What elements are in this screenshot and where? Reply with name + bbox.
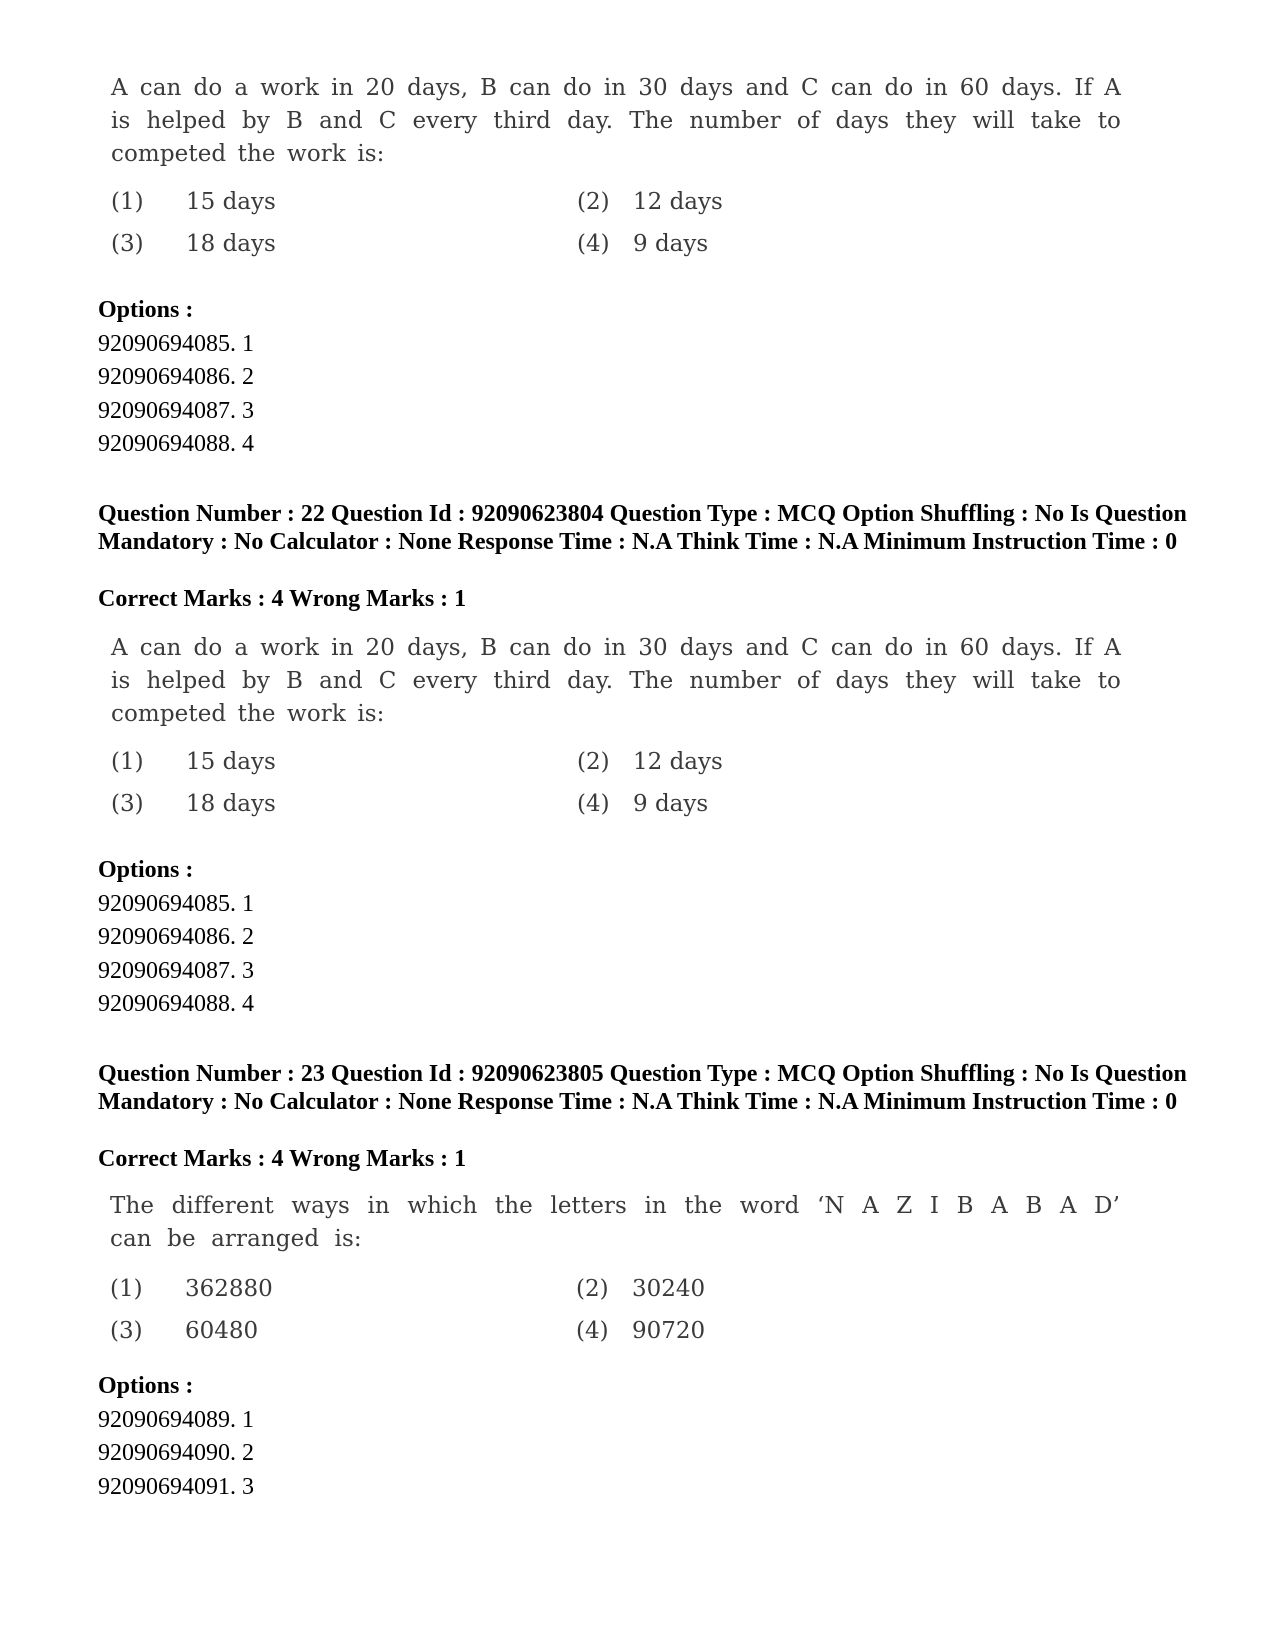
option-id: 92090694090. 2 bbox=[98, 1440, 254, 1466]
choice-number: (3) bbox=[111, 231, 144, 257]
marks-line: Correct Marks : 4 Wrong Marks : 1 bbox=[98, 586, 467, 612]
choice-number: (1) bbox=[111, 749, 144, 775]
choice-value: 90720 bbox=[632, 1318, 706, 1344]
choice-number: (4) bbox=[577, 231, 610, 257]
options-label: Options : bbox=[98, 857, 194, 883]
choice-value: 12 days bbox=[633, 189, 723, 215]
options-list bbox=[98, 294, 254, 462]
option-id: 92090694087. 3 bbox=[98, 397, 254, 424]
question-header: Question Number : 22 Question Id : 92090623804 Question Type : MCQ Option Shuffling : No Is Question Mandatory : No Calculator : None Response Time : N.A Think Time : N.A Minimum Instruction Time : 0 bbox=[98, 501, 1187, 555]
option-id: 92090694086. 2 bbox=[98, 364, 254, 390]
choice-item bbox=[577, 231, 708, 257]
choice-number: (1) bbox=[110, 1276, 143, 1302]
choice-number: (3) bbox=[110, 1318, 143, 1344]
option-id: 92090694091. 3 bbox=[98, 1473, 254, 1500]
option-id: 92090694086. 2 bbox=[98, 924, 254, 950]
choice-value: 9 days bbox=[633, 231, 709, 257]
options-list bbox=[98, 854, 254, 1022]
option-id: 92090694087. 3 bbox=[98, 957, 254, 984]
choice-number: (2) bbox=[577, 749, 610, 775]
option-id: 92090694089. 1 bbox=[98, 1406, 254, 1433]
options-label: Options : bbox=[98, 297, 194, 323]
choice-value: 362880 bbox=[185, 1276, 273, 1302]
choice-item bbox=[577, 189, 723, 215]
options-label: Options : bbox=[98, 1373, 194, 1399]
question-image bbox=[110, 1190, 1120, 1364]
question-text: The different ways in which the letters in the word ‘N A Z I B A B A D’ can be arranged is: bbox=[110, 1193, 1120, 1252]
choice-grid bbox=[110, 1276, 1120, 1364]
choice-item bbox=[577, 791, 708, 817]
choice-item bbox=[576, 1276, 705, 1302]
question-image bbox=[111, 72, 1121, 277]
choice-value: 30240 bbox=[632, 1276, 706, 1302]
question-text: A can do a work in 20 days, B can do in 30 days and C can do in 60 days. If A is helped by B and C every third day. The number of days they will take to competed the work is: bbox=[111, 635, 1121, 727]
question-image bbox=[111, 632, 1121, 837]
choice-grid bbox=[111, 189, 1121, 277]
choice-grid bbox=[111, 749, 1121, 837]
option-id: 92090694085. 1 bbox=[98, 890, 254, 917]
choice-item bbox=[111, 231, 276, 257]
choice-item bbox=[111, 791, 276, 817]
choice-number: (4) bbox=[576, 1318, 609, 1344]
choice-item bbox=[576, 1318, 705, 1344]
choice-value: 15 days bbox=[186, 189, 276, 215]
option-id: 92090694088. 4 bbox=[98, 431, 254, 457]
choice-number: (4) bbox=[577, 791, 610, 817]
choice-value: 60480 bbox=[185, 1318, 259, 1344]
choice-item bbox=[110, 1318, 258, 1344]
choice-value: 18 days bbox=[186, 231, 276, 257]
choice-number: (2) bbox=[576, 1276, 609, 1302]
choice-value: 9 days bbox=[633, 791, 709, 817]
choice-number: (1) bbox=[111, 189, 144, 215]
option-id: 92090694088. 4 bbox=[98, 991, 254, 1017]
choice-item bbox=[111, 189, 276, 215]
choice-number: (3) bbox=[111, 791, 144, 817]
choice-item bbox=[577, 749, 723, 775]
choice-number: (2) bbox=[577, 189, 610, 215]
choice-item bbox=[111, 749, 276, 775]
marks-line: Correct Marks : 4 Wrong Marks : 1 bbox=[98, 1146, 467, 1172]
question-text: A can do a work in 20 days, B can do in 30 days and C can do in 60 days. If A is helped by B and C every third day. The number of days they will take to competed the work is: bbox=[111, 75, 1121, 167]
choice-value: 18 days bbox=[186, 791, 276, 817]
option-id: 92090694085. 1 bbox=[98, 330, 254, 357]
choice-value: 12 days bbox=[633, 749, 723, 775]
choice-item bbox=[110, 1276, 273, 1302]
options-list bbox=[98, 1370, 254, 1504]
choice-value: 15 days bbox=[186, 749, 276, 775]
question-header: Question Number : 23 Question Id : 92090623805 Question Type : MCQ Option Shuffling : No Is Question Mandatory : No Calculator : None Response Time : N.A Think Time : N.A Minimum Instruction Time : 0 bbox=[98, 1061, 1187, 1115]
